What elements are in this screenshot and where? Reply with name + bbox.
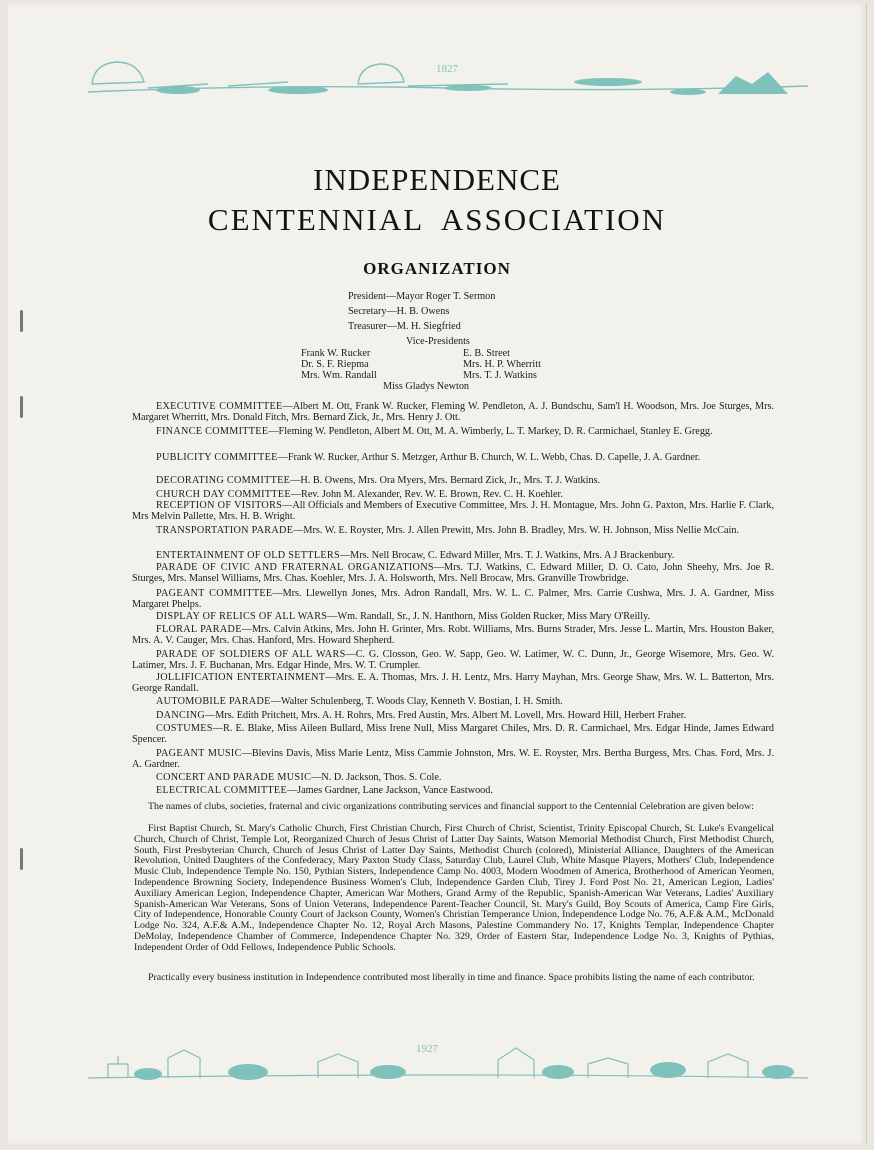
committee-members: —Mrs. Nell Brocaw, C. Edward Miller, Mrs. T. J. Watkins, Mrs. A J Brackenbury. — [339, 550, 675, 561]
committee-entry — [132, 562, 774, 584]
committee-members: —Mrs. E. A. Thomas, Mrs. J. H. Lentz, Mrs. Harry Mayhan, Mrs. George Shaw, Mrs. W. L. Batterton, Mrs. George Randall. — [132, 672, 774, 694]
committee-entry — [132, 772, 774, 783]
title-line-1: INDEPENDENCE — [313, 162, 561, 197]
committee-members: —R. E. Blake, Miss Aileen Bullard, Miss Irene Null, Miss Margaret Chiles, Mrs. D. R. Carmichael, Mrs. Edgar Hinde, James Edward Spencer. — [132, 723, 774, 745]
committee-members: —C. G. Closson, Geo. W. Sapp, Geo. W. Latimer, W. C. Dunn, Jr., George Wisemore, Mrs. Geo. W. Latimer, Mrs. J. F. Buchanan, Mrs. Edgar Hinde, Mrs. W. T. Crumpler. — [132, 649, 774, 671]
binder-hole-mark — [20, 310, 23, 332]
title-line-2: CENTENNIAL ASSOCIATION — [207, 202, 667, 237]
committee-entry — [132, 723, 774, 745]
committee-name: TRANSPORTATION PARADE — [156, 525, 294, 536]
committee-members: —Walter Schulenberg, T. Woods Clay, Kenneth V. Bostian, I. H. Smith. — [270, 696, 563, 707]
vp-left-2: Dr. S. F. Riepma — [301, 359, 369, 370]
vp-left-3: Mrs. Wm. Randall — [301, 370, 377, 381]
vp-last: Miss Gladys Newton — [383, 381, 470, 392]
committee-entry — [132, 649, 774, 671]
committee-name: ELECTRICAL COMMITTEE — [156, 785, 287, 796]
committee-name: AUTOMOBILE PARADE — [156, 696, 271, 707]
vp-right-3: Mrs. T. J. Watkins — [463, 370, 537, 381]
committee-entry — [132, 696, 774, 707]
committee-name: PUBLICITY COMMITTEE — [156, 452, 278, 463]
committee-name: CONCERT AND PARADE MUSIC — [156, 772, 312, 783]
document-page — [8, 4, 867, 1144]
committee-members: —Frank W. Rucker, Arthur S. Metzger, Arthur B. Church, W. L. Webb, Chas. D. Capelle, J. A. Gardner. — [277, 452, 701, 463]
committee-entry — [132, 489, 774, 500]
committee-name: EXECUTIVE COMMITTEE — [156, 401, 283, 412]
committee-members: —Mrs. Calvin Atkins, Mrs. John H. Grinter, Mrs. Robt. Williams, Mrs. Burns Strader, Mrs. Jesse L. Martin, Mrs. Houston Baker, Mrs. A. V. Cauger, Mrs. Chas. Hanford, Mrs. Howard Shepherd. — [132, 624, 774, 646]
committee-entry — [132, 624, 774, 646]
committee-name: PARADE OF CIVIC AND FRATERNAL ORGANIZATIONS — [156, 562, 434, 573]
committee-members: —All Officials and Members of Executive Committee, Mrs. J. H. Montague, Mrs. John G. Paxton, Mrs. Harlie F. Clark, Mrs Melvin Pallette, Mrs. H. B. Wright. — [132, 500, 774, 522]
committee-entry — [132, 525, 774, 536]
committee-members: —Mrs. W. E. Royster, Mrs. J. Allen Prewitt, Mrs. John B. Bradley, Mrs. W. H. Johnson, Miss Nellie McCain. — [293, 525, 740, 536]
committee-members: —Mrs. Edith Pritchett, Mrs. A. H. Rohrs, Mrs. Fred Austin, Mrs. Albert M. Lovell, Mrs. Howard Hill, Herbert Fraher. — [205, 710, 687, 721]
committee-members: —Blevins Davis, Miss Marie Lentz, Miss Cammie Johnston, Mrs. W. E. Royster, Mrs. Bertha Burgess, Mrs. Chas. Ford, Mrs. J. A. Gardner. — [132, 748, 775, 770]
committee-name: JOLLIFICATION ENTERTAINMENT — [156, 672, 326, 683]
vp-left-1: Frank W. Rucker — [301, 348, 371, 359]
committee-name: FINANCE COMMITTEE — [156, 426, 269, 437]
committee-name: FLORAL PARADE — [156, 624, 242, 635]
organizations-intro: The names of clubs, societies, fraternal and civic organizations contributing services and financial support to the Centennial Celebration are given below: — [148, 801, 754, 812]
vp-right-2: Mrs. H. P. Wherritt — [463, 359, 541, 370]
committee-entry — [132, 611, 774, 622]
committee-members: —N. D. Jackson, Thos. S. Cole. — [311, 772, 442, 783]
committee-name: PAGEANT COMMITTEE — [156, 588, 273, 599]
committee-name: RECEPTION OF VISITORS — [156, 500, 283, 511]
committee-entry — [132, 550, 774, 561]
committee-entry — [132, 500, 774, 522]
treasurer-line: Treasurer—M. H. Siegfried — [348, 321, 461, 332]
committee-entry — [132, 452, 774, 463]
committee-name: ENTERTAINMENT OF OLD SETTLERS — [156, 550, 340, 561]
vp-right-1: E. B. Street — [463, 348, 510, 359]
committee-members: —Mrs. Llewellyn Jones, Mrs. Adron Randall, Mrs. W. L. C. Palmer, Mrs. Carrie Cushwa, Mrs. J. A. Gardner, Miss Margaret Phelps. — [132, 588, 774, 610]
committee-entry — [132, 401, 774, 423]
secretary-line: Secretary—H. B. Owens — [348, 306, 450, 317]
top-band-year: 1827 — [436, 63, 458, 75]
committee-entry — [132, 748, 774, 770]
committee-entry — [132, 426, 774, 437]
committee-entry — [132, 588, 774, 610]
committee-name: DANCING — [156, 710, 206, 721]
committee-entry — [132, 710, 774, 721]
president-line: President—Mayor Roger T. Sermon — [348, 291, 496, 302]
committee-members: —Mrs. T.J. Watkins, C. Edward Miller, D. O. Cato, John Sheehy, Mrs. Joe R. Sturges, Mrs. Mansel Williams, Mrs. Chas. Koehler, Mrs. J. A. Holsworth, Mrs. Nell Brocaw, Mrs. Granville Trowbridge. — [132, 562, 774, 584]
top-pioneer-illustration-band — [88, 54, 808, 100]
committee-name: DECORATING COMMITTEE — [156, 475, 291, 486]
committee-entry — [132, 475, 774, 486]
committee-members: —James Gardner, Lane Jackson, Vance Eastwood. — [286, 785, 493, 796]
committee-name: PAGEANT MUSIC — [156, 748, 242, 759]
binder-hole-mark — [20, 848, 23, 870]
committee-entry — [132, 785, 774, 796]
committee-members: —Albert M. Ott, Frank W. Rucker, Fleming W. Pendleton, A. J. Bundschu, Sam'l H. Woodson, Mrs. Joe Sturges, Mrs. Margaret Wherritt, Mrs. Donald Fitch, Mrs. Bernard Zick, Jr., Mrs. Henry J. Ott. — [132, 401, 774, 423]
binder-hole-mark — [20, 396, 23, 418]
committee-name: DISPLAY OF RELICS OF ALL WARS — [156, 611, 328, 622]
vice-presidents-heading: Vice-Presidents — [406, 336, 470, 347]
committee-members: —H. B. Owens, Mrs. Ora Myers, Mrs. Bernard Zick, Jr., Mrs. T. J. Watkins. — [290, 475, 601, 486]
organizations-list: First Baptist Church, St. Mary's Catholic Church, First Christian Church, First Church of Christ, Scientist, Trinity Episcopal Church, St. Luke's Evangelical Church, Church of Christ, Temple Lot, Reorganized Church of Jesus Christ of Latter Day Saints, Watson Memorial Methodist Church, First Methodist Church, South, First Presbyterian Church, Church of Jesus Christ of Latter Day Saints, Methodist Church (colored), Ministerial Alliance, Daughters of the American Revolution, United Daughters of the Confederacy, Mary Paxton Study Class, Saturday Club, Laurel Club, White Masque Players, Mothers' Club, Independence Music Club, Independence Temple No. 150, Pythian Sisters, Independence Camp No. 4003, Modern Woodmen of America, Brotherhood of American Yeomen, Independence Browning Society, Independence Business Women's Club, Independence Garden Club, Tirey J. Ford Post No. 21, American Legion, Ladies' Auxiliary American Legion, Independence Chapter, American War Mothers, Grand Army of the Republic, Spanish-American War Veterans, Ladies' Auxiliary Spanish-American War Veterans, Sons of Union Veterans, Independence Parent-Teacher Council, St. Mary's Guild, Boy Scouts of America, Camp Fire Girls, City of Independence, Honorable County Court of Jackson County, Women's Christian Temperance Union, Independence Lodge No. 76, A.F.& A.M., McDonald Lodge No. 324, A.F.& A.M., Independence Chapter No. 12, Royal Arch Masons, Palestine Commandery No. 17, Knights Templar, Independence Chapter DeMolay, Independence Chamber of Commerce, Independence Chapter No. 329, Order of Eastern Star, Independence Lodge No. 3, Knights of Pythias, Independent Order of Odd Fellows, Independence Public Schools. — [134, 823, 774, 953]
committee-members: —Wm. Randall, Sr., J. N. Hanthorn, Miss Golden Rucker, Miss Mary O'Reilly. — [327, 611, 651, 622]
closing-statement: Practically every business institution in Independence contributed most liberally in time and finance. Space prohibits listing the name of each contributor. — [148, 972, 755, 983]
committee-members: —Rev. John M. Alexander, Rev. W. E. Brown, Rev. C. H. Koehler. — [290, 489, 563, 500]
bottom-band-year: 1927 — [416, 1043, 438, 1055]
committee-name: CHURCH DAY COMMITTEE — [156, 489, 291, 500]
committee-name: PARADE OF SOLDIERS OF ALL WARS — [156, 649, 346, 660]
committee-name: COSTUMES — [156, 723, 213, 734]
committee-entry — [132, 672, 774, 694]
bottom-town-illustration-band — [88, 1038, 808, 1084]
committee-members: —Fleming W. Pendleton, Albert M. Ott, M. A. Wimberly, L. T. Markey, D. R. Carmichael, Stanley E. Gregg. — [268, 426, 713, 437]
organization-heading: ORGANIZATION — [363, 259, 511, 278]
